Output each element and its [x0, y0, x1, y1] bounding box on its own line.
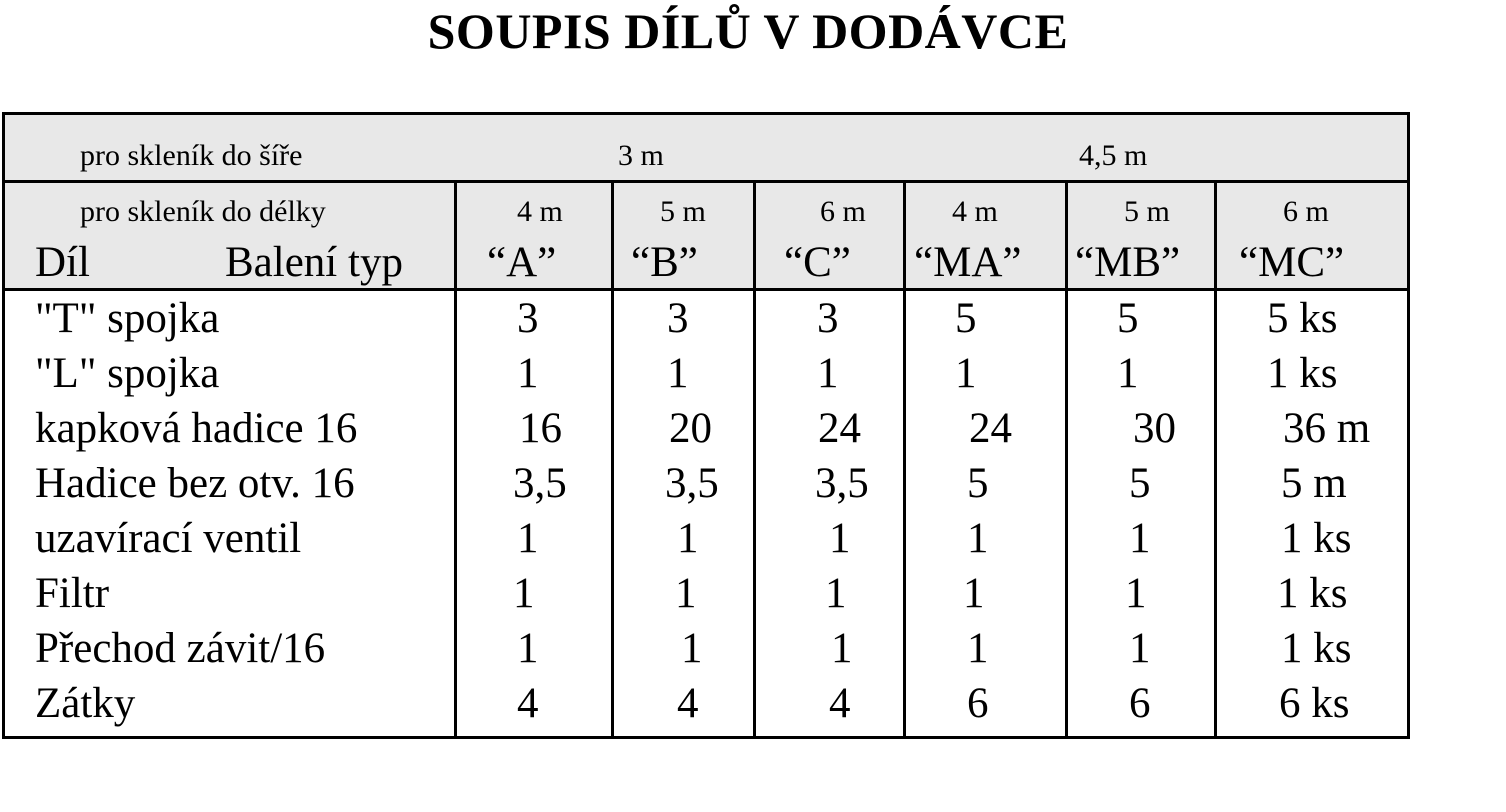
- qty-c: 4: [829, 680, 851, 727]
- document-title: SOUPIS DÍLŮ V DODÁVCE: [427, 3, 1069, 59]
- qty-mb: 5: [1129, 460, 1151, 507]
- qty-ma: 1: [967, 625, 989, 672]
- qty-b: 1: [681, 625, 703, 672]
- qty-mb: 1: [1117, 350, 1139, 397]
- qty-c: 1: [829, 515, 851, 562]
- part-name: uzavírací ventil: [35, 515, 302, 562]
- qty-b: 3,5: [665, 460, 719, 507]
- qty-ma: 1: [955, 350, 977, 397]
- parts-table: [2, 112, 1410, 739]
- qty-a: 16: [519, 405, 562, 452]
- col-type-mc: “MC”: [1239, 239, 1345, 286]
- qty-mb: 5: [1117, 295, 1139, 342]
- qty-ma: 5: [967, 460, 989, 507]
- qty-b: 1: [667, 350, 689, 397]
- qty-ma: 24: [969, 405, 1012, 452]
- qty-a: 3,5: [513, 460, 567, 507]
- part-name: Přechod závit/16: [35, 625, 326, 672]
- part-name: "T" spojka: [35, 295, 220, 342]
- width-4-5m: 4,5 m: [1079, 139, 1148, 172]
- qty-mc: 6 ks: [1279, 680, 1350, 727]
- length-label: pro skleník do délky: [80, 195, 326, 228]
- col-length-a: 4 m: [517, 195, 563, 228]
- part-name: Zátky: [35, 680, 136, 727]
- qty-a: 1: [517, 515, 539, 562]
- qty-a: 3: [517, 295, 539, 342]
- qty-ma: 6: [967, 680, 989, 727]
- qty-b: 1: [675, 570, 697, 617]
- column-divider: [753, 183, 756, 736]
- qty-c: 1: [825, 570, 847, 617]
- qty-b: 20: [669, 405, 712, 452]
- qty-b: 1: [677, 515, 699, 562]
- qty-mc: 1 ks: [1281, 625, 1352, 672]
- qty-mc: 5 ks: [1267, 295, 1338, 342]
- qty-mc: 5 m: [1281, 460, 1347, 507]
- qty-ma: 1: [967, 515, 989, 562]
- type-label: Balení typ: [225, 239, 403, 286]
- column-divider: [903, 183, 906, 736]
- col-length-mb: 5 m: [1124, 195, 1170, 228]
- col-length-c: 6 m: [820, 195, 866, 228]
- qty-a: 4: [517, 680, 539, 727]
- qty-mb: 1: [1129, 625, 1151, 672]
- qty-a: 1: [513, 570, 535, 617]
- col-length-b: 5 m: [660, 195, 706, 228]
- qty-ma: 1: [963, 570, 985, 617]
- qty-b: 3: [667, 295, 689, 342]
- part-name: Hadice bez otv. 16: [35, 460, 355, 507]
- part-name: "L" spojka: [35, 350, 220, 397]
- part-name: Filtr: [35, 570, 110, 617]
- qty-mc: 1 ks: [1281, 515, 1352, 562]
- col-type-c: “C”: [784, 239, 851, 286]
- qty-mb: 30: [1133, 405, 1176, 452]
- qty-ma: 5: [955, 295, 977, 342]
- part-name: kapková hadice 16: [35, 405, 358, 452]
- col-length-ma: 4 m: [952, 195, 998, 228]
- col-type-mb: “MB”: [1075, 239, 1181, 286]
- width-label: pro skleník do šíře: [80, 139, 303, 172]
- qty-mc: 1 ks: [1277, 570, 1348, 617]
- qty-mb: 1: [1125, 570, 1147, 617]
- qty-c: 24: [818, 405, 861, 452]
- col-type-ma: “MA”: [914, 239, 1022, 286]
- qty-mb: 1: [1129, 515, 1151, 562]
- qty-mb: 6: [1129, 680, 1151, 727]
- column-divider: [454, 183, 457, 736]
- column-divider: [1065, 183, 1068, 736]
- qty-a: 1: [517, 625, 539, 672]
- qty-mc: 36 m: [1283, 405, 1371, 452]
- qty-mc: 1 ks: [1267, 350, 1338, 397]
- column-divider: [1214, 183, 1217, 736]
- col-type-a: “A”: [487, 239, 557, 286]
- column-divider: [611, 183, 614, 736]
- qty-c: 1: [817, 350, 839, 397]
- qty-c: 1: [831, 625, 853, 672]
- col-length-mc: 6 m: [1283, 195, 1329, 228]
- qty-c: 3: [817, 295, 839, 342]
- qty-b: 4: [677, 680, 699, 727]
- col-type-b: “B”: [631, 239, 698, 286]
- qty-c: 3,5: [815, 460, 869, 507]
- qty-a: 1: [517, 350, 539, 397]
- width-3m: 3 m: [618, 139, 664, 172]
- part-label: Díl: [35, 239, 90, 286]
